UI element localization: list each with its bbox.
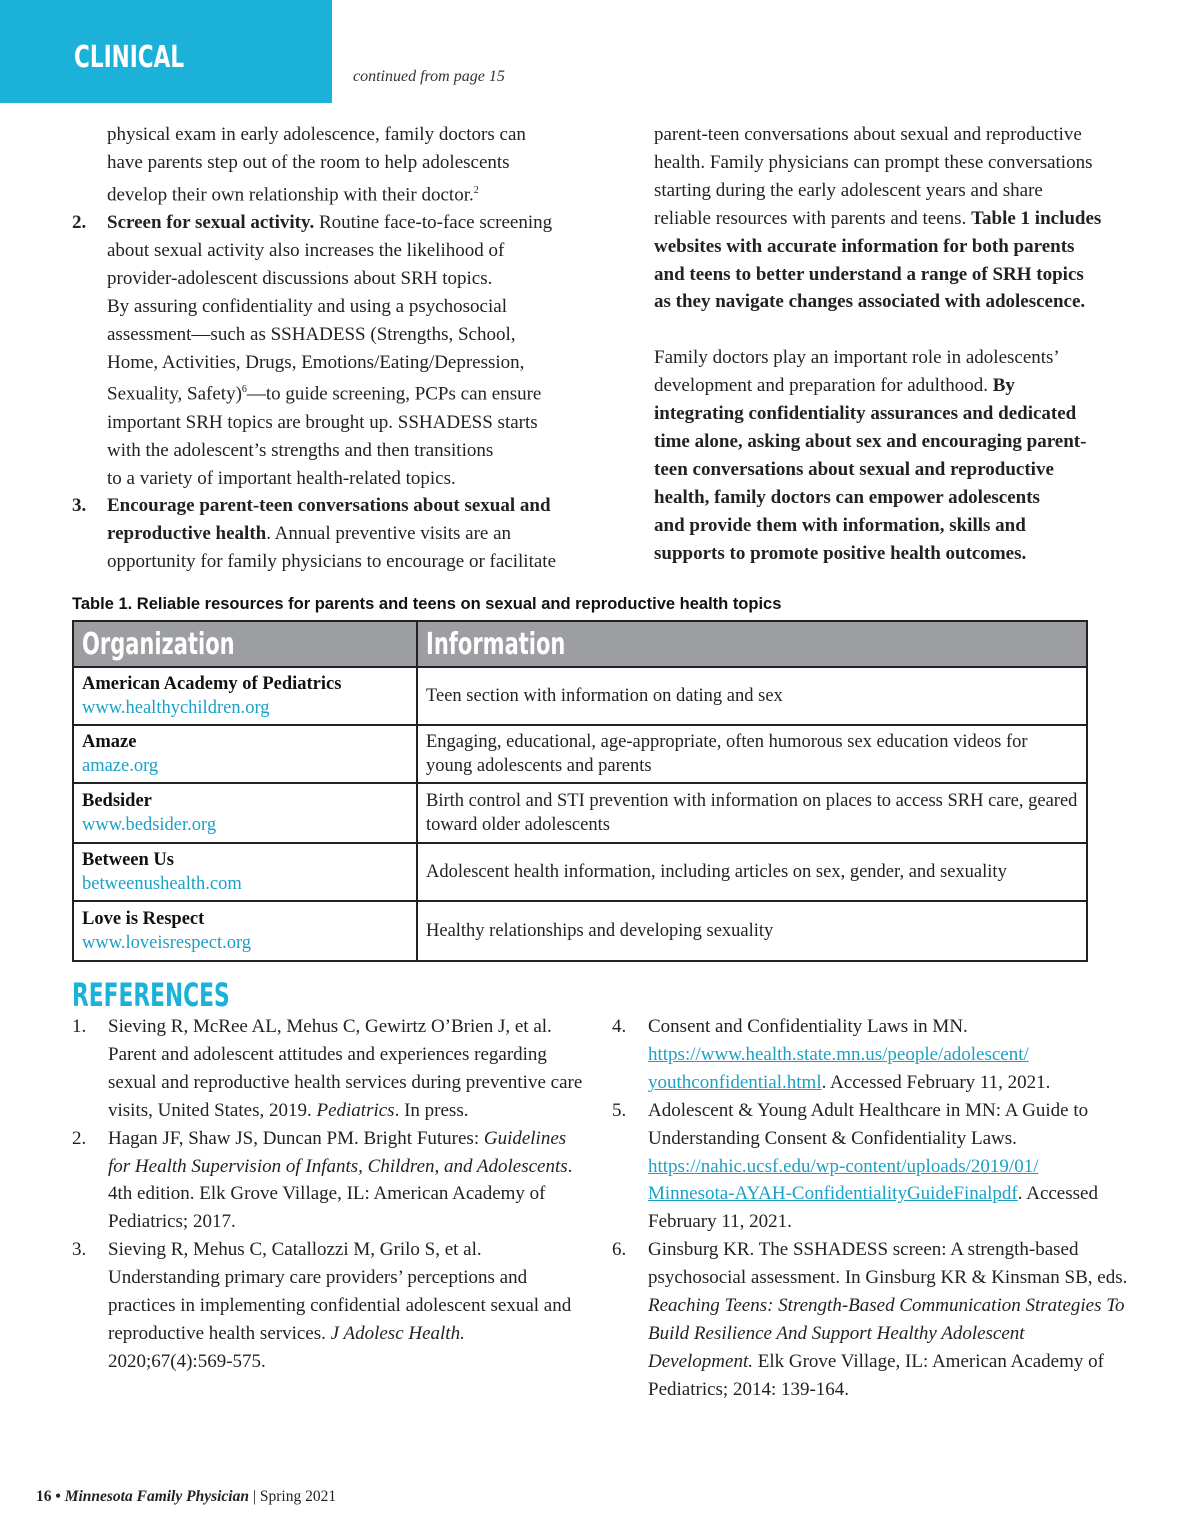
bold-text: supports to promote positive health outcomes. <box>654 542 1027 564</box>
reference-number: 2. <box>72 1127 87 1149</box>
right-column <box>654 121 1134 567</box>
reference-text: . 4th edition. Elk Grove Village, IL: American Academy of Pediatrics; 2017. <box>108 1155 573 1233</box>
reference-link[interactable]: youthconfidential.html <box>648 1071 822 1093</box>
org-name: Amaze <box>82 732 137 752</box>
org-name: Between Us <box>82 850 174 870</box>
table-row <box>73 843 1087 901</box>
header-label: Organization <box>82 626 235 662</box>
reference-number: 5. <box>612 1099 627 1121</box>
text-line: Home, Activities, Drugs, Emotions/Eating/Depression, <box>107 351 525 373</box>
reference-text: Elk Grove Village, IL: American Academy of Pediatrics; 2014: 139-164. <box>648 1350 1104 1400</box>
text-line: about sexual activity also increases the likelihood of <box>107 239 505 261</box>
org-link[interactable]: amaze.org <box>82 756 159 776</box>
reference-text: . Accessed February 11, 2021. <box>821 1071 1051 1093</box>
table-row <box>73 725 1087 783</box>
column-header-organization <box>73 621 417 667</box>
text-line: . Annual preventive visits are an <box>266 523 512 545</box>
reference-italic: Pediatrics <box>316 1099 395 1121</box>
bold-text: time alone, asking about sex and encouraging parent- <box>654 430 1087 452</box>
reference-item <box>72 1013 592 1125</box>
text-line: important SRH topics are brought up. SSHADESS starts <box>107 411 538 433</box>
citation-superscript: 2 <box>473 184 479 196</box>
list-item-3 <box>72 492 592 576</box>
text-line: have parents step out of the room to help adolescents <box>107 151 510 173</box>
info-cell: Healthy relationships and developing sexuality <box>417 901 1087 961</box>
info-cell: Adolescent health information, including articles on sex, gender, and sexuality <box>417 843 1087 901</box>
intro-paragraph <box>72 121 592 209</box>
reference-text: Ginsburg KR. The SSHADESS screen: A strength-based psychosocial assessment. In Ginsburg KR & Kinsman SB, eds. <box>648 1239 1128 1289</box>
text-line: development and preparation for adulthood. <box>654 375 993 397</box>
header-label: Information <box>426 626 566 662</box>
text-line: reliable resources with parents and teens. <box>654 207 972 229</box>
text-line: —to guide screening, PCPs can ensure <box>246 383 542 405</box>
info-cell: Engaging, educational, age-appropriate, often humorous sex education videos for young adolescents and parents <box>417 725 1087 783</box>
reference-number: 3. <box>72 1239 87 1261</box>
left-column <box>72 121 592 576</box>
references-right-column <box>612 1013 1132 1404</box>
org-name: Love is Respect <box>82 909 205 929</box>
org-cell <box>73 901 417 961</box>
text-line: parent-teen conversations about sexual and reproductive <box>654 124 1082 145</box>
bold-text: and teens to better understand a range of SRH topics <box>654 263 1084 285</box>
table-caption: Table 1. Reliable resources for parents and teens on sexual and reproductive health topics <box>72 595 782 613</box>
org-cell <box>73 667 417 725</box>
bold-text: Table 1 includes <box>971 207 1102 229</box>
bold-text: health, family doctors can empower adolescents <box>654 486 1040 508</box>
references-heading: REFERENCES <box>72 976 230 1014</box>
list-number: 3. <box>72 495 87 517</box>
bold-text: By <box>992 375 1015 397</box>
table-row <box>73 783 1087 843</box>
paragraph-role <box>654 344 1134 567</box>
reference-item <box>72 1236 592 1376</box>
text-line: Sexuality, Safety) <box>107 383 242 405</box>
org-cell <box>73 843 417 901</box>
reference-italic: Reaching Teens: Strength-Based Communication Strategies To Build Resilience And Support Healthy Adolescent Development. <box>648 1295 1125 1372</box>
org-cell <box>73 725 417 783</box>
reference-link[interactable]: https://www.health.state.mn.us/people/adolescent/ <box>648 1043 1029 1065</box>
list-number: 2. <box>72 212 87 234</box>
text-line: assessment—such as SSHADESS (Strengths, School, <box>107 323 516 345</box>
table-row <box>73 901 1087 961</box>
reference-item <box>612 1097 1132 1237</box>
magazine-title: Minnesota Family Physician <box>64 1488 249 1505</box>
text-line: Routine face-to-face screening <box>314 212 553 234</box>
column-header-information <box>417 621 1087 667</box>
text-line: starting during the early adolescent years and share <box>654 179 1043 201</box>
text-line: provider-adolescent discussions about SRH topics. <box>107 267 493 289</box>
text-line: Family doctors play an important role in adolescents’ <box>654 347 1060 369</box>
page-footer <box>36 1488 336 1506</box>
reference-text: Consent and Confidentiality Laws in MN. <box>648 1016 968 1037</box>
text-line: develop their own relationship with their doctor. <box>107 184 474 206</box>
issue-label: | Spring 2021 <box>252 1488 337 1505</box>
reference-number: 6. <box>612 1239 627 1261</box>
text-line: opportunity for family physicians to encourage or facilitate <box>107 551 556 573</box>
reference-text: Sieving R, McRee AL, Mehus C, Gewirtz O’Brien J, et al. Parent and adolescent attitudes and experiences regarding sexual and reproductive health services during preventive care visits, United States, 2019. <box>108 1016 583 1121</box>
footer-bullet: • <box>55 1488 61 1505</box>
reference-text: Sieving R, Mehus C, Catallozzi M, Grilo S, et al. Understanding primary care providers’ perceptions and practices in implementing confidential adolescent sexual and reproductive health services. <box>108 1239 572 1344</box>
text-line: By assuring confidentiality and using a psychosocial <box>107 295 507 317</box>
reference-text: . Accessed February 11, 2021. <box>648 1183 1098 1233</box>
reference-number: 1. <box>72 1016 87 1037</box>
item-lead: Encourage parent-teen conversations about sexual and <box>107 495 551 517</box>
table-header-row <box>73 621 1087 667</box>
reference-italic: Guidelines for Health Supervision of Infants, Children, and Adolescents <box>108 1127 568 1177</box>
reference-italic: J Adolesc Health. <box>330 1322 465 1344</box>
reference-text: . In press. <box>394 1099 469 1121</box>
reference-text: Hagan JF, Shaw JS, Duncan PM. Bright Futures: <box>108 1127 484 1149</box>
org-name: American Academy of Pediatrics <box>82 674 342 694</box>
section-header-band <box>0 0 332 103</box>
reference-item <box>72 1125 592 1237</box>
section-label: CLINICAL <box>74 40 185 75</box>
bold-text: websites with accurate information for both parents <box>654 235 1075 257</box>
bold-text: integrating confidentiality assurances and dedicated <box>654 403 1077 425</box>
reference-item <box>612 1013 1132 1097</box>
item-lead: Screen for sexual activity. <box>107 212 315 234</box>
org-cell <box>73 783 417 843</box>
reference-text: 2020;67(4):569-575. <box>108 1350 266 1372</box>
resources-table <box>72 620 1088 962</box>
text-line: health. Family physicians can prompt these conversations <box>654 151 1093 173</box>
org-link[interactable]: www.bedsider.org <box>82 815 217 835</box>
bold-text: as they navigate changes associated with adolescence. <box>654 291 1086 313</box>
citation-superscript: 6 <box>241 384 247 396</box>
item-lead: reproductive health <box>107 523 267 545</box>
info-cell: Birth control and STI prevention with information on places to access SRH care, geared toward older adolescents <box>417 783 1087 843</box>
org-link[interactable]: betweenushealth.com <box>82 874 242 894</box>
text-line: physical exam in early adolescence, family doctors can <box>107 124 526 145</box>
bold-text: teen conversations about sexual and reproductive <box>654 458 1054 480</box>
reference-text: Adolescent & Young Adult Healthcare in MN: A Guide to Understanding Consent & Confidentiality Laws. <box>648 1099 1089 1149</box>
continued-note: continued from page 15 <box>353 68 505 85</box>
reference-number: 4. <box>612 1016 627 1037</box>
info-cell: Teen section with information on dating and sex <box>417 667 1087 725</box>
table-row <box>73 667 1087 725</box>
paragraph-resources <box>654 121 1134 316</box>
list-item-2 <box>72 209 592 492</box>
bold-text: and provide them with information, skills and <box>654 514 1026 536</box>
reference-item <box>612 1236 1132 1403</box>
reference-link[interactable]: Minnesota-AYAH-ConfidentialityGuideFinalpdf <box>648 1183 1018 1205</box>
reference-link[interactable]: https://nahic.ucsf.edu/wp-content/uploads/2019/01/ <box>648 1155 1039 1177</box>
page-number: 16 <box>36 1488 52 1505</box>
org-link[interactable]: www.healthychildren.org <box>82 698 270 718</box>
org-name: Bedsider <box>82 791 152 811</box>
org-link[interactable]: www.loveisrespect.org <box>82 933 252 953</box>
text-line: with the adolescent’s strengths and then transitions <box>107 439 494 461</box>
text-line: to a variety of important health-related topics. <box>107 467 456 489</box>
references-left-column <box>72 1013 592 1376</box>
